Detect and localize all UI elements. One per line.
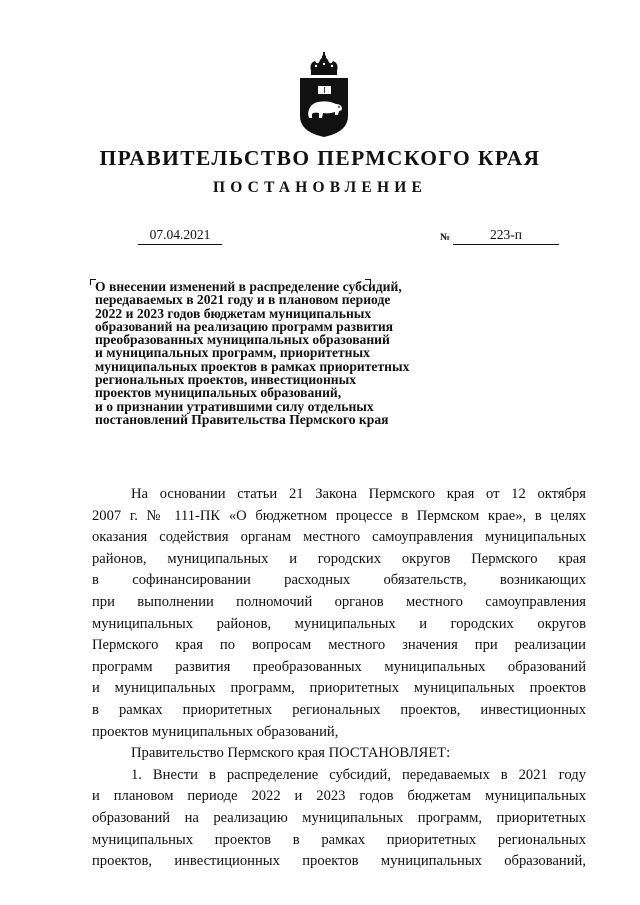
subject-line: образований на реализацию программ развития: [95, 318, 394, 334]
body-line: и муниципальных программ, приоритетных муниципальных проектов: [92, 680, 586, 697]
body-line: муниципальных районов, муниципальных и городских округов: [92, 615, 586, 632]
document-date: 07.04.2021: [138, 227, 222, 245]
clause-line: проектов, инвестиционных проектов муниципальных образований,: [92, 853, 586, 870]
subject-line: преобразованных муниципальных образований: [95, 332, 390, 348]
subject-line: проектов муниципальных образований,: [95, 385, 342, 401]
coat-of-arms-icon: [296, 52, 352, 138]
government-title: ПРАВИТЕЛЬСТВО ПЕРМСКОГО КРАЯ: [99, 146, 541, 170]
body-line: в софинансировании расходных обязательств, возникающих: [92, 572, 586, 589]
resolution-line: Правительство Пермского края ПОСТАНОВЛЯЕТ:: [131, 745, 451, 762]
number-sign: №: [440, 232, 451, 243]
subject-heading: [95, 280, 475, 426]
body-line: районов, муниципальных и городских округов Пермского края: [92, 550, 586, 567]
body-line: На основании статьи 21 Закона Пермского края от 12 октября: [131, 486, 586, 502]
subject-line: постановлений Правительства Пермского края: [95, 411, 389, 427]
clause-line: образований на реализацию муниципальных программ, приоритетных: [92, 809, 586, 826]
body-line: оказания содействия органам местного самоуправления муниципальных: [92, 529, 586, 546]
subject-line: О внесении изменений в распределение субсидий,: [95, 279, 402, 294]
document-type: ПОСТАНОВЛЕНИЕ: [212, 179, 428, 196]
subject-line: и муниципальных программ, приоритетных: [95, 345, 370, 361]
body-line: программ развития преобразованных муниципальных образований: [92, 658, 586, 675]
subject-line: региональных проектов, инвестиционных: [95, 372, 357, 388]
subject-line: передаваемых в 2021 году и в плановом периоде: [95, 292, 391, 308]
clause-line: муниципальных проектов в рамках приоритетных региональных: [92, 831, 586, 848]
body-line: Пермского края по вопросам местного значения при реализации: [92, 637, 586, 654]
document-number: 223-п: [453, 227, 559, 245]
clause-line: 1. Внести в распределение субсидий, передаваемых в 2021 году: [131, 766, 586, 783]
subject-line: муниципальных проектов в рамках приоритетных: [95, 358, 410, 374]
body-line: при выполнении полномочий органов местного самоуправления: [92, 593, 586, 610]
body-line: в рамках приоритетных региональных проектов, инвестиционных: [92, 701, 586, 718]
subject-line: 2022 и 2023 годов бюджетам муниципальных: [95, 305, 372, 321]
body-line: проектов муниципальных образований,: [92, 723, 339, 740]
clause-line: и плановом периоде 2022 и 2023 годов бюджетам муниципальных: [92, 788, 586, 805]
decree-body: [92, 484, 586, 873]
body-line: 2007 г. № 111-ПК «О бюджетном процессе в Пермском крае», в целях: [92, 507, 586, 524]
subject-line: и о признании утратившими силу отдельных: [95, 398, 374, 414]
